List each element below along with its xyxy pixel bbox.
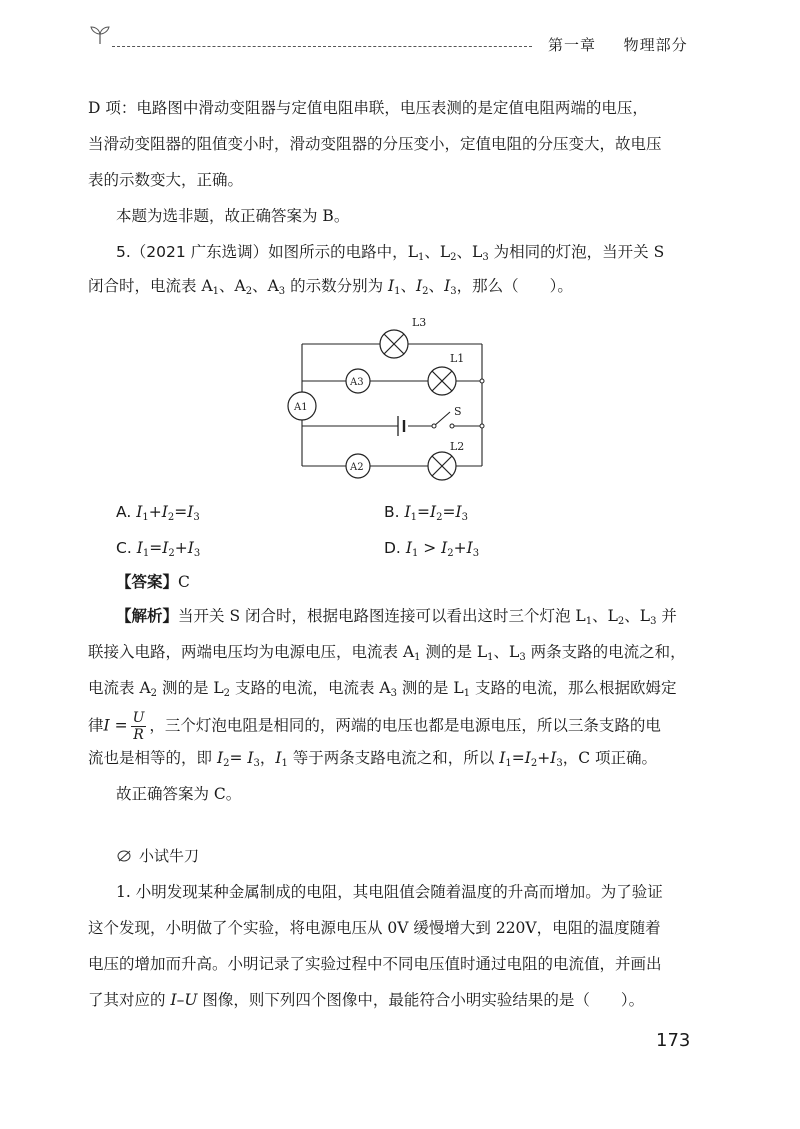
circuit-diagram — [282, 314, 498, 492]
option-b[interactable]: B. $I_1=I_2=I_3$ — [384, 503, 468, 523]
label-s: S — [454, 405, 462, 418]
d-option-line-1: D 项：电路图中滑动变阻器与定值电阻串联，电压表测的是定值电阻两端的电压， — [88, 99, 648, 117]
label-l2: L2 — [450, 440, 465, 453]
lamp-l1-icon — [428, 367, 456, 395]
header-rule — [112, 46, 532, 47]
section-label: 物理部分 — [623, 36, 688, 54]
prev-conclusion: 本题为选非题，故正确答案为 B。 — [116, 207, 350, 225]
analysis-line-5: 流也是相等的，即 $I_2= I_3$，$I_1$ 等于两条支路电流之和，所以 $I_1=I_2+I_3$，C 项正确。 — [88, 749, 658, 769]
q5-conclusion: 故正确答案为 C。 — [116, 785, 242, 803]
ohms-law-fraction: $\frac{U}{R}$ — [132, 710, 145, 743]
analysis-label: 【解析】 — [116, 606, 179, 625]
analysis-line-2: 联接入电路，两端电压均为电源电压，电流表 $A_1$ 测的是 $L_1$、$L_3$ 两条支路的电流之和， — [88, 643, 686, 663]
label-a3: A3 — [350, 377, 364, 388]
label-a1: A1 — [294, 402, 308, 413]
section-title: 小试牛刀 — [116, 846, 736, 866]
sprout-icon — [88, 24, 112, 46]
pencil-icon — [116, 849, 134, 863]
question-5-line-2: 闭合时，电流表 $A_1$、$A_2$、$A_3$ 的示数分别为 $I_1$、$I_2$、$I_3$，那么（ ）。 — [88, 277, 573, 297]
practice-1-line-3: 电压的增加而升高。小明记录了实验过程中不同电压值时通过电阻的电流值，并画出 — [88, 955, 662, 973]
practice-1-line-1: 1. 小明发现某种金属制成的电阻，其电阻值会随着温度的升高而增加。为了验证 — [116, 883, 663, 901]
label-a2: A2 — [350, 462, 364, 473]
page-number: 173 — [656, 1030, 691, 1051]
chapter-label: 第一章 — [548, 36, 597, 54]
practice-1-line-2: 这个发现，小明做了个实验，将电源电压从 0V 缓慢增大到 220V，电阻的温度随着 — [88, 919, 661, 937]
question-5-line-1: 5.（2021 广东选调）如图所示的电路中，$L_1$、$L_2$、$L_3$ 为相同的灯泡，当开关 S — [116, 243, 665, 263]
label-l3: L3 — [412, 316, 427, 329]
answer-line — [116, 572, 736, 592]
analysis-line-4: 律I = $\frac{U}{R}$ ，三个灯泡电阻是相同的，两端的电压也都是电源电压，所以三条支路的电 — [88, 710, 661, 743]
answer-label: 【答案】 — [116, 572, 179, 591]
lamp-l2-icon — [428, 452, 456, 480]
running-header — [548, 34, 688, 55]
answer-value: C — [178, 573, 190, 591]
analysis-line-3: 电流表 $A_2$ 测的是 $L_2$ 支路的电流，电流表 $A_3$ 测的是 $L_1$ 支路的电流，那么根据欧姆定 — [88, 679, 677, 699]
d-option-line-2: 当滑动变阻器的阻值变小时，滑动变阻器的分压变小，定值电阻的分压变大，故电压 — [88, 135, 662, 153]
option-c[interactable]: C. $I_1=I_2+I_3$ — [116, 539, 201, 559]
practice-1-line-4: 了其对应的 I–U 图像，则下列四个图像中，最能符合小明实验结果的是（ ）。 — [88, 991, 645, 1009]
label-l1: L1 — [450, 352, 465, 365]
option-a[interactable]: A. $I_1+I_2=I_3$ — [116, 503, 200, 523]
option-d[interactable]: D. $I_1 > I_2+I_3$ — [384, 539, 480, 559]
d-option-line-3: 表的示数变大，正确。 — [88, 171, 244, 189]
analysis-line-1: 【解析】当开关 S 闭合时，根据电路图连接可以看出这时三个灯泡 $L_1$、$L_2$、$L_3$ 并 — [116, 606, 677, 627]
lamp-l3-icon — [380, 330, 408, 358]
